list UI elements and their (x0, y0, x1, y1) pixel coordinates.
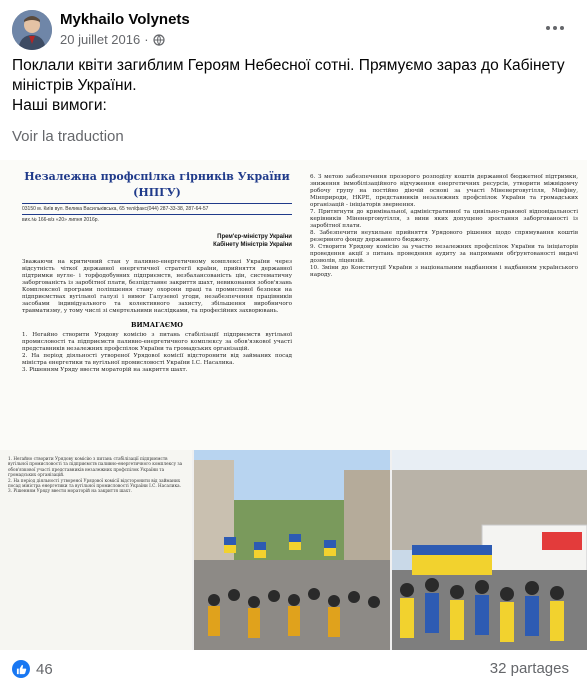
post-text (12, 56, 572, 116)
rally-photo-2[interactable] (392, 450, 587, 650)
document-image[interactable] (0, 160, 587, 450)
document-heading: ВИМАГАЄМО (131, 321, 183, 329)
document-body: Зважаючи на критичний стан у паливно-енергетичному комплексі України через відсутність чіткої державної енергетичної стратегії країни, прийняття державної підтримки вугле- і торфодобувних підприємств, незбалансованість цін, систематичну заборгованість із заробітної плати, безпідставне закриття шахт, невиконання зобов'язань Комплексної програми поліпшення стану охорони праці та промислової безпеки на підприємствах вугільної галузі і вимог Галузевої угоди, незабезпечення працівників засобами індивідуального та колективного захисту, збільшення виробничого травматизму, у тому числі зі смертельними наслідками, та професійних захворювань. (22, 259, 292, 314)
reactions-summary[interactable] (12, 660, 53, 678)
document-page-2-text: 1. Негайно створити Урядову комісію з питань стабілізації підприємств вугільної промисловості та підприємств паливно-енергетичного комплексу за обов'язкової участі представників незалежних профспілок України та громадських організацій. 2. На період діяльності утвореної Урядової комісії відсторонити від займаних посад міністра енергетики та вугільної промисловості України І.С. Насалика. 3. Рішенням Уряду ввести мораторій на закриття шахт. (8, 456, 183, 494)
document-page-2[interactable] (0, 450, 192, 650)
see-translation-link[interactable]: Voir la traduction (12, 128, 124, 145)
post-text-line: Поклали квіти загиблим Героям Небесної сотні. Прямуємо зараз до Кабінету (12, 57, 565, 74)
document-title: Незалежна профспілка гірників України (24, 170, 290, 183)
document-right-column (310, 174, 578, 450)
rally-photo-1[interactable] (194, 450, 390, 650)
dot-icon (546, 26, 550, 30)
document-abbreviation: (НПГУ) (133, 186, 181, 199)
dot-icon (553, 26, 557, 30)
shares-count-link[interactable]: 32 partages (489, 660, 569, 677)
like-icon (12, 660, 30, 678)
post-media[interactable] (0, 160, 587, 650)
reaction-count: 46 (36, 660, 53, 678)
document-demands: 1. Негайно створити Урядову комісію з питань стабілізації підприємств вугільної промисловості та підприємств паливно-енергетичного комплексу за обов'язкової участі представників незалежних профспілок України та громадських організацій. 2. На період діяльності утвореної Урядової комісії відсторонити від займаних посад міністра енергетики та вугільної промисловості України І.С. Насалика. 3. Рішенням Уряду ввести мораторій на закриття шахт. (22, 332, 292, 373)
post-date[interactable]: 20 juillet 2016 (60, 32, 141, 47)
document-address: 03150 м. Київ вул. Велика Васильківська, 65 тел/факс(044) 287-33-38, 287-64-57 (22, 203, 292, 215)
more-options-button[interactable] (541, 18, 569, 38)
photo-strip (0, 450, 587, 650)
post-text-line: Наші вимоги: (12, 97, 107, 114)
document-right-text: 6. З метою забезпечення прозорого розподілу коштів державної бюджетної підтримки, зниження іммобілізаційного відчуження енергетичних ресурсів, утворити міжвідомчу робочу групу на постійно діючій основі за участі Міненерговугілля, Мінфіну, Мінприроди, НКРЕ, представників незалежних профспілок України та громадських організацій - ініціаторів звернення. 7. Притягнути до кримінальної, адміністративної та цивільно-правової відповідальності керівників Міненерговугілля, з вини яких допущено зростання заборгованості із заробітної плати. 8. Забезпечити неухильне прийняття Урядового рішення щодо спрямування коштів резервного фонду державного бюджету. 9. Створити Урядову комісію за участю незалежних профспілок України та ініціаторів проведення акції з питань проведення аудиту за напрямами обґрунтованості видачі дозволів, ліцензій. 10. Зміни до Конституції України з національним надбанням і надбанням українського народу. (310, 174, 578, 278)
dot-icon (560, 26, 564, 30)
post-text-line: міністрів України. (12, 77, 137, 94)
globe-icon[interactable] (153, 34, 165, 46)
document-left-column (22, 170, 292, 450)
post-meta (60, 32, 165, 47)
separator-dot: · (144, 32, 149, 47)
author-name[interactable]: Mykhailo Volynets (60, 11, 190, 28)
document-addressee: Прем'єр-міністру України Кабінету Міністрів України (213, 234, 292, 248)
author-avatar[interactable] (12, 10, 52, 50)
document-ref: вих.№ 166-в/з «20» липня 2016р. (22, 217, 99, 223)
